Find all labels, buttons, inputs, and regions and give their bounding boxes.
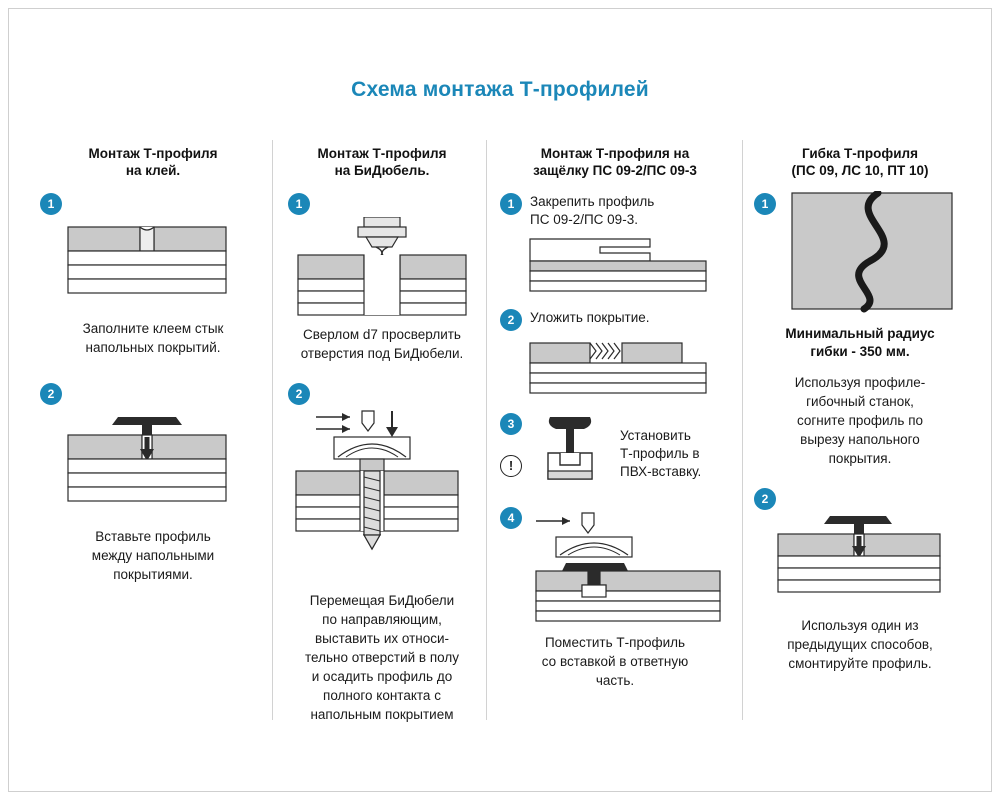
glue-step-2-caption — [40, 527, 266, 584]
column-bending-heading-line2: (ПС 09, ЛС 10, ПТ 10) — [791, 163, 929, 178]
step-badge-1: 1 — [288, 193, 310, 215]
column-glue-heading-line1: Монтаж Т-профиля — [88, 146, 218, 161]
column-divider-2 — [486, 140, 487, 720]
step-badge-1: 1 — [40, 193, 62, 215]
step-badge-1: 1 — [754, 193, 776, 215]
bidubel-step-2-caption-line1: Перемещая БиДюбели — [309, 593, 455, 608]
bidubel-step-1-caption-line1: Сверлом d7 просверлить — [303, 327, 461, 342]
bending-step-1-caption-line5: покрытия. — [828, 451, 892, 466]
bending-step-1-caption-line3: согните профиль по — [796, 413, 924, 428]
glue-step-2-caption-line3: покрытиями. — [113, 567, 193, 582]
bending-step-1-figure — [786, 191, 966, 313]
column-glue-heading — [40, 145, 266, 179]
latch-step-3-label-line2: Т-профиль в — [620, 446, 700, 461]
column-glue — [40, 145, 266, 584]
column-latch-heading — [500, 145, 730, 179]
glue-step-1-caption-line2: напольных покрытий. — [85, 340, 221, 355]
latch-step-1-row — [500, 193, 730, 229]
bidubel-step-2 — [288, 383, 476, 724]
bidubel-step-2-caption-line4: тельно отверстий в полу — [305, 650, 459, 665]
latch-step-4-figure — [530, 511, 730, 627]
latch-step-2 — [500, 309, 730, 407]
step-badge-1: 1 — [500, 193, 522, 215]
glue-step-2-caption-line1: Вставьте профиль — [95, 529, 211, 544]
latch-step-4-caption-line1: Поместить Т-профиль — [544, 635, 686, 650]
bending-step-2-caption-line3: смонтируйте профиль. — [788, 656, 932, 671]
latch-step-1-figure — [500, 233, 730, 301]
page-title: Схема монтажа Т-профилей — [351, 78, 649, 101]
column-bidubel-heading — [288, 145, 476, 179]
bidubel-step-2-caption-line7: напольным покрытием — [310, 707, 454, 722]
bidubel-step-2-caption-line5: и осадить профиль до — [311, 669, 453, 684]
latch-step-1 — [500, 193, 730, 301]
glue-step-1-caption — [40, 319, 266, 357]
bending-step-1-caption-line1: Используя профиле- — [794, 375, 926, 390]
bending-step-1-caption — [754, 373, 966, 468]
bidubel-step-2-caption-line3: выставить их относи- — [314, 631, 450, 646]
column-bending-heading-line1: Гибка Т-профиля — [802, 146, 918, 161]
bending-min-radius-line1: Минимальный радиус — [785, 326, 935, 341]
column-divider-1 — [272, 140, 273, 720]
bending-step-2-caption — [754, 616, 966, 673]
glue-step-1 — [40, 193, 266, 357]
bending-min-radius-line2: гибки - 350 мм. — [810, 344, 910, 359]
column-bidubel-heading-line1: Монтаж Т-профиля — [317, 146, 447, 161]
step-badge-2: 2 — [288, 383, 310, 405]
bidubel-step-2-caption-line6: полного контакта с — [323, 688, 441, 703]
column-bidubel-heading-line2: на БиДюбель. — [334, 163, 430, 178]
latch-step-4-caption-line3: часть. — [595, 673, 635, 688]
bidubel-step-1 — [288, 193, 476, 363]
bidubel-step-1-figure — [288, 217, 476, 317]
warning-icon: ! — [500, 455, 522, 477]
bending-step-1-caption-line2: гибочный станок, — [806, 394, 914, 409]
bidubel-step-1-caption — [288, 325, 476, 363]
glue-step-2-figure — [40, 411, 266, 521]
bending-step-2 — [754, 488, 966, 673]
bending-min-radius — [754, 325, 966, 361]
column-latch-heading-line2: защёлку ПС 09-2/ПС 09-3 — [533, 163, 697, 178]
latch-step-3-label-line1: Установить — [620, 428, 691, 443]
latch-step-3-label — [620, 427, 701, 481]
latch-step-1-label-line1: Закрепить профиль — [530, 194, 655, 209]
latch-step-2-row — [500, 309, 730, 331]
column-bidubel — [288, 145, 476, 724]
glue-step-1-figure — [40, 221, 266, 313]
bidubel-step-2-caption — [288, 591, 476, 724]
latch-step-4-caption — [500, 633, 730, 690]
latch-step-3-label-line3: ПВХ-вставку. — [620, 464, 702, 479]
step-badge-2: 2 — [500, 309, 522, 331]
latch-step-3-figure — [532, 413, 612, 497]
bidubel-step-2-caption-line2: по направляющим, — [322, 612, 442, 627]
column-bending-heading — [754, 145, 966, 179]
step-badge-3: 3 — [500, 413, 522, 435]
step-badge-4: 4 — [500, 507, 522, 529]
latch-step-2-label — [530, 309, 650, 327]
column-bending — [754, 145, 966, 673]
bidubel-step-2-figure — [288, 407, 476, 587]
glue-step-2 — [40, 383, 266, 584]
latch-step-1-label-line2: ПС 09-2/ПС 09-3. — [530, 212, 638, 227]
step-badge-2: 2 — [40, 383, 62, 405]
latch-step-4-caption-line2: со вставкой в ответную — [541, 654, 689, 669]
bending-step-1 — [754, 193, 966, 468]
glue-step-1-caption-line1: Заполните клеем стык — [82, 321, 224, 336]
latch-step-2-figure — [500, 335, 730, 407]
column-latch — [500, 145, 730, 690]
latch-step-2-label-line1: Уложить покрытие. — [530, 310, 650, 325]
bidubel-step-1-caption-line2: отверстия под БиДюбели. — [300, 346, 464, 361]
column-divider-3 — [742, 140, 743, 720]
bending-step-2-caption-line1: Используя один из — [801, 618, 919, 633]
latch-step-1-label — [530, 193, 654, 229]
latch-step-3 — [500, 413, 730, 505]
bending-step-2-figure — [754, 512, 966, 608]
step-badge-2: 2 — [754, 488, 776, 510]
latch-step-4 — [500, 507, 730, 690]
glue-step-2-caption-line2: между напольными — [91, 548, 215, 563]
column-latch-heading-line1: Монтаж Т-профиля на — [540, 146, 690, 161]
bending-step-1-caption-line4: вырезу напольного — [800, 432, 920, 447]
bending-step-2-caption-line2: предыдущих способов, — [787, 637, 933, 652]
column-glue-heading-line2: на клей. — [125, 163, 181, 178]
